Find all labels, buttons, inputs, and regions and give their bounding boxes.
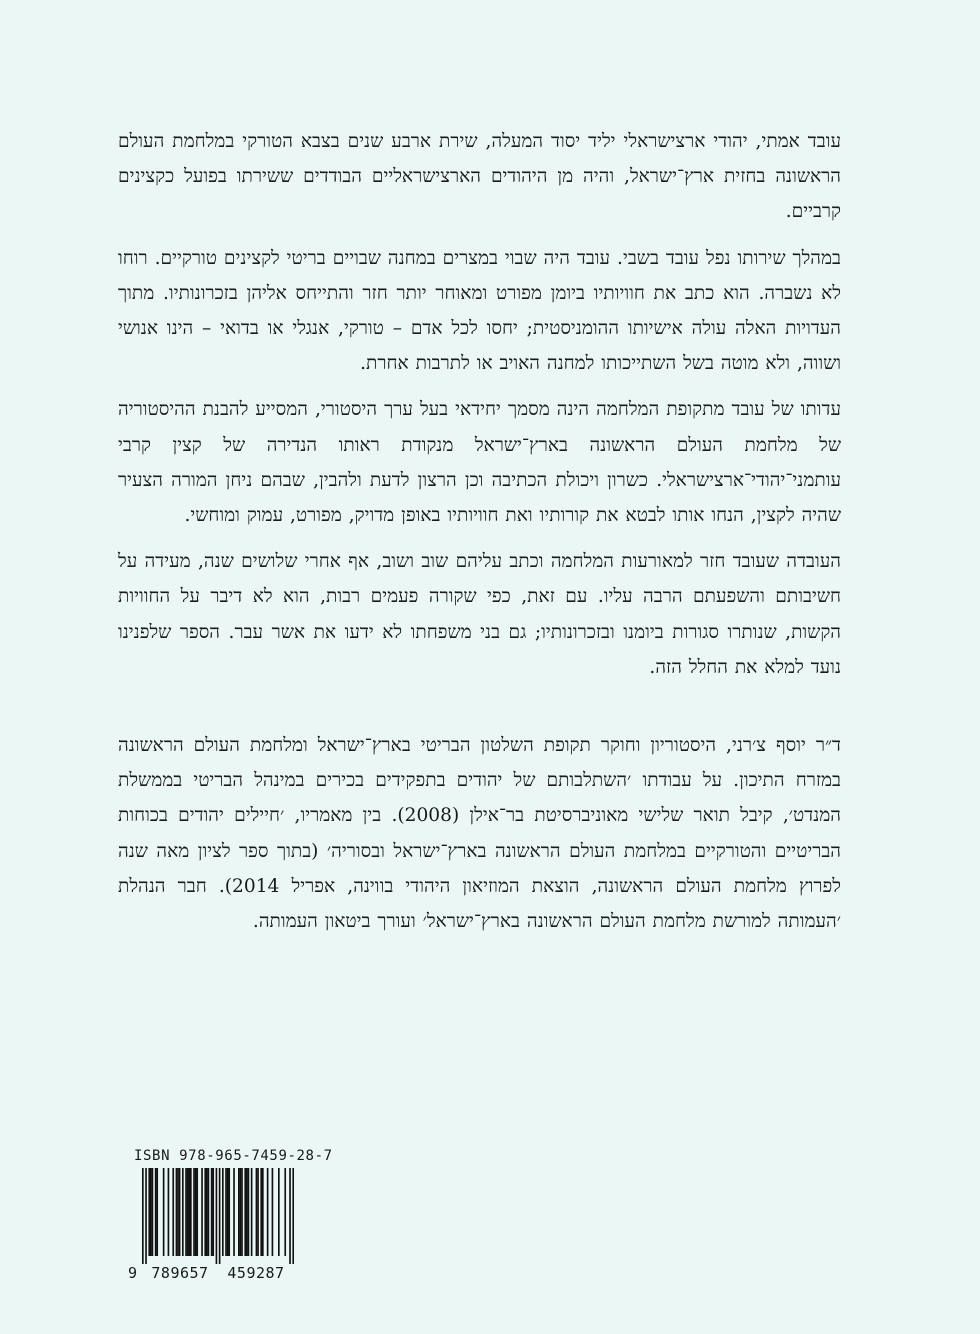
barcode-digits	[128, 1264, 294, 1282]
barcode-bar	[208, 1168, 210, 1256]
barcode-bar	[156, 1168, 158, 1256]
synopsis-paragraph-1: עובד אמתי, יהודי ארצישראלי יליד יסוד המעלה, שירת ארבע שנים בצבא הטורקי במלחמת העולם הראשונה בחזית ארץ־ישראל, והיה מן היהודים הארצישראליים הבודדים ששירתו בפועל כקצינים קרביים.	[118, 131, 841, 223]
isbn-block	[126, 1148, 333, 1282]
barcode-bar	[292, 1168, 294, 1264]
barcode-bar	[188, 1168, 190, 1256]
barcode-bar	[225, 1168, 227, 1256]
barcode-bar	[145, 1168, 147, 1264]
barcode-bar	[219, 1168, 221, 1264]
barcode-bar	[241, 1168, 243, 1256]
barcode-bar	[176, 1168, 178, 1256]
barcode-bar	[233, 1168, 235, 1256]
barcode-bar	[179, 1168, 181, 1256]
barcode-bar	[193, 1168, 195, 1256]
barcode-bar	[152, 1168, 154, 1256]
barcode-bar	[142, 1168, 144, 1264]
barcode-bar	[201, 1168, 203, 1256]
barcode-bar	[168, 1168, 170, 1256]
synopsis-paragraph-3: עדותו של עובד מתקופת המלחמה הינה מסמך יחידאי בעל ערך היסטורי, המסייע להבנת ההיסטוריה של מלחמת העולם הראשונה בארץ־ישראל מנקודת ראותו הנדירה של קצין קרבי עותמני־יהודי־ארצישראלי. כשרון ויכולת הכתיבה וכן הרצון לדעת ולהבין, שבהם ניחן המורה הצעיר שהיה לקצין, הנחו אותו לבטא את קורותיו ואת חוויותיו באופן מדויק, מפורט, עמוק ומוחשי.	[118, 399, 841, 527]
barcode-digits-left: 789657	[151, 1264, 209, 1282]
barcode-bar	[289, 1168, 291, 1264]
barcode-bar	[260, 1168, 262, 1256]
synopsis-paragraph-4: העובדה שעובד חזר למאורעות המלחמה וכתב עליהם שוב ושוב, אף אחרי שלושים שנה, מעידה על חשיבותם והשפעתם הרבה עליו. עם זאת, כפי שקורה פעמים רבות, הוא לא דיבר על החוויות הקשות, שנותרו סגורות ביומנו ובזכרונותיו; גם בני משפחתו לא ידעו את אשר עבר. הספר שלפנינו נועד למלא את החלל הזה.	[118, 551, 841, 678]
barcode-bar	[278, 1168, 280, 1256]
back-cover-text	[118, 124, 841, 939]
barcode-bar	[267, 1168, 269, 1256]
barcode-bars	[142, 1168, 294, 1264]
barcode-bar	[148, 1168, 150, 1256]
barcode-bar	[262, 1168, 264, 1256]
barcode-bar	[216, 1168, 218, 1264]
barcode-bar	[222, 1168, 224, 1256]
barcode-bar	[246, 1168, 248, 1256]
barcode-bar	[155, 1168, 157, 1256]
barcode-bar	[228, 1168, 230, 1256]
barcode-bar	[272, 1168, 274, 1256]
barcode-bar	[256, 1168, 258, 1256]
author-bio: ד״ר יוסף צ׳רני, היסטוריון וחוקר תקופת השלטון הבריטי בארץ־ישראל ומלחמת העולם הראשונה במזרח התיכון. על עבודתו ׳השתלבותם של יהודים בתפקידים בכירים במינהל הבריטי בממשלת המנדט׳, קיבל תואר שלישי מאוניברסיטת בר־אילן (2008). בין מאמריו, ׳חיילים יהודים בכוחות הבריטיים והטורקיים במלחמת העולם הראשונה בארץ־ישראל ובסוריה׳ (בתוך ספר לציון מאה שנה לפרוץ מלחמת העולם הראשונה, הוצאת המוזיאון היהודי בווינה, אפריל 2014). חבר הנהלת ׳העמותה למורשת מלחמת העולם הראשונה בארץ־ישראל׳ ועורך ביטאון העמותה.	[118, 735, 841, 933]
barcode-bar	[211, 1168, 213, 1256]
barcode-bar	[251, 1168, 253, 1256]
barcode-bar	[244, 1168, 246, 1256]
barcode-bar	[238, 1168, 240, 1256]
barcode-bar	[150, 1168, 152, 1256]
synopsis-paragraph-2: במהלך שירותו נפל עובד בשבי. עובד היה שבוי במצרים במחנה שבויים בריטי לקצינים טורקיים. רוחו לא נשברה. הוא כתב את חוויותיו ביומן מפורט ומאוחר יותר חזר והתייחס אליהן בזכרונותיו. מתוך העדויות האלה עולה אישיותו ההומניסטית; יחסו לכל אדם – טורקי, אנגלי או בדואי – הינו אנושי ושווה, ולא מוטה בשל השתייכותו למחנה האויב או לתרבות אחרת.	[118, 247, 842, 375]
barcode-bar	[172, 1168, 174, 1256]
barcode-bar	[190, 1168, 192, 1256]
barcode-bar	[212, 1168, 214, 1256]
barcode-bar	[284, 1168, 286, 1256]
barcode-bar	[257, 1168, 259, 1256]
barcode-bar	[196, 1168, 198, 1256]
barcode-bar	[187, 1168, 189, 1256]
barcode-bar	[182, 1168, 184, 1256]
barcode-bar	[240, 1168, 242, 1256]
barcode-bar	[163, 1168, 165, 1256]
barcode-bar	[195, 1168, 197, 1256]
barcode-bar	[204, 1168, 206, 1256]
barcode-bar	[248, 1168, 250, 1256]
barcode-bar	[185, 1168, 187, 1256]
isbn-label: ISBN 978-965-7459-28-7	[134, 1148, 333, 1164]
barcode-digits-right: 459287	[227, 1264, 285, 1282]
barcode-digit-lead: 9	[128, 1264, 138, 1282]
barcode	[128, 1168, 294, 1282]
barcode-bar	[206, 1168, 208, 1256]
barcode-bar	[227, 1168, 229, 1256]
barcode-bar	[177, 1168, 179, 1256]
